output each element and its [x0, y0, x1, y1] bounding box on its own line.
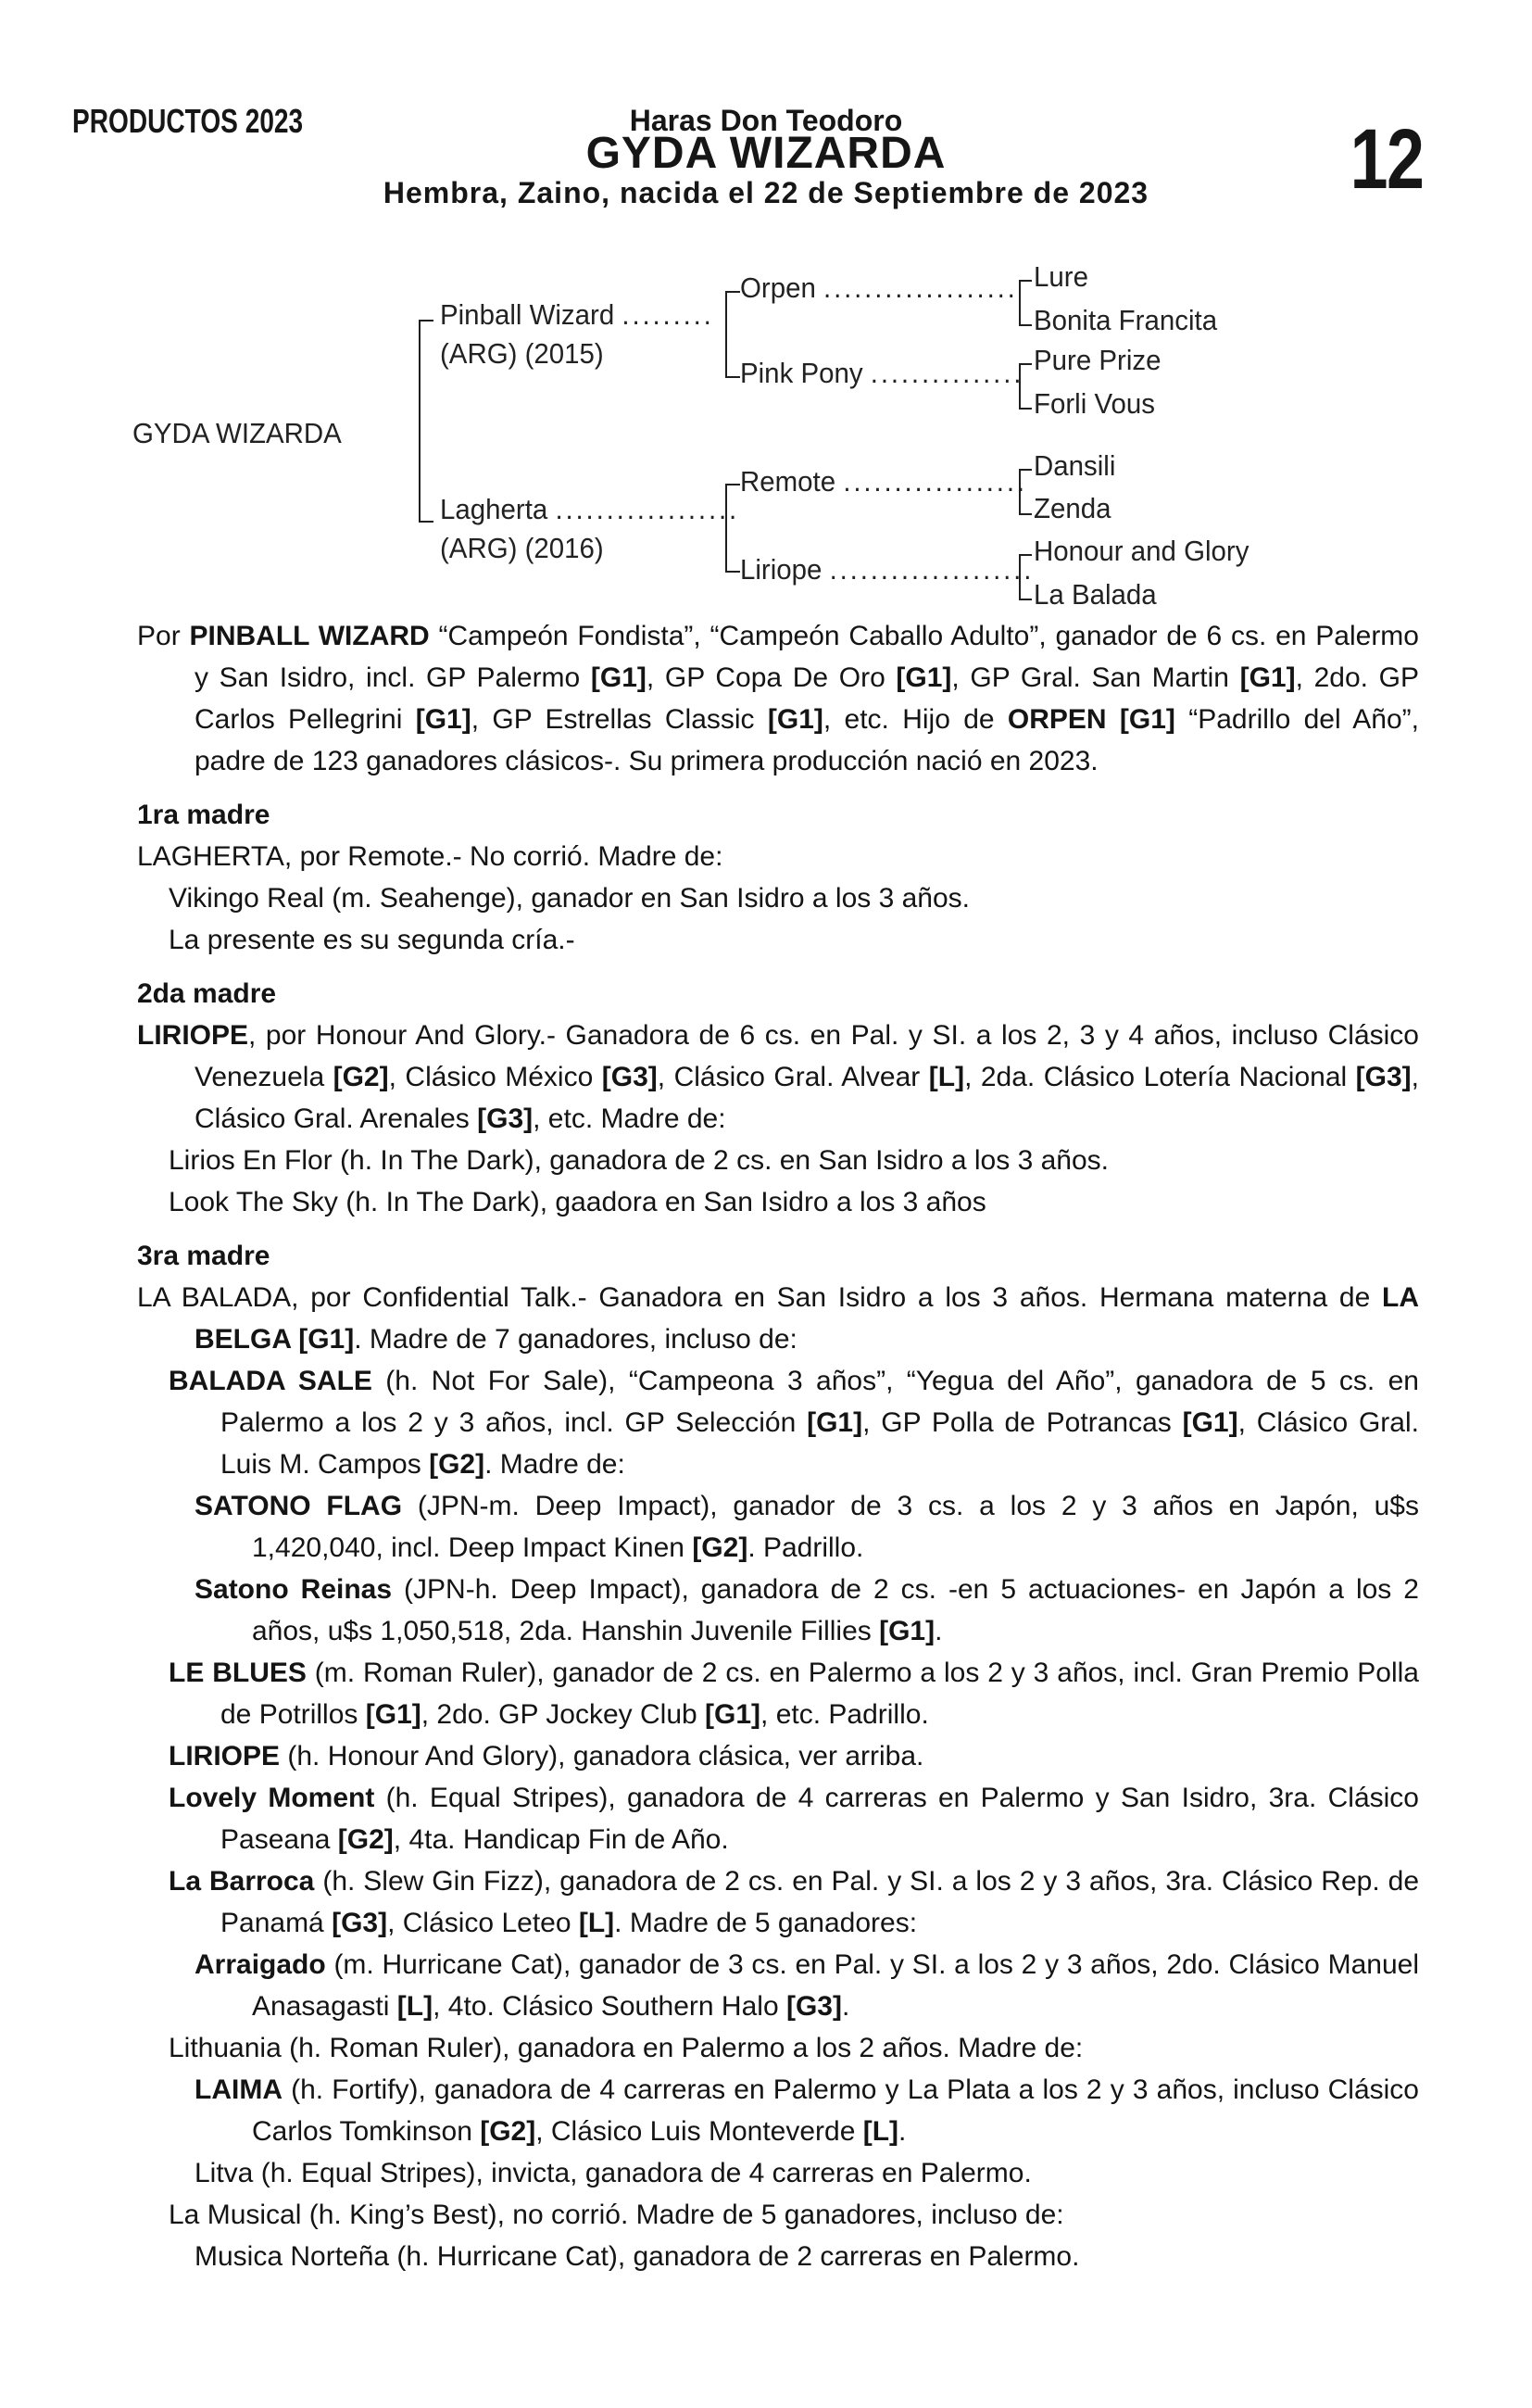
- bracket-sire-sire-parents: [1019, 280, 1032, 326]
- note-paragraph: SATONO FLAG (JPN-m. Deep Impact), ganador de 3 cs. a los 2 y 3 años en Japón, u$s 1,420,040, incl. Deep Impact Kinen [G2]. Padrillo.: [195, 1491, 1419, 1563]
- horse-name-title: GYDA WIZARDA: [585, 129, 947, 178]
- dam-dam-sire-name: Honour and Glory: [1034, 535, 1249, 567]
- bracket-dam-sire-parents: [1019, 469, 1032, 515]
- sire-dam-name: Pink Pony: [740, 357, 863, 389]
- horse-description-subtitle: Hembra, Zaino, nacida el 22 de Septiembre de 2023: [383, 176, 1149, 209]
- note-paragraph: Arraigado (m. Hurricane Cat), ganador de 3 cs. en Pal. y SI. a los 2 y 3 años, 2do. Clásico Manuel Anasagasti [L], 4to. Clásico Southern Halo [G3].: [195, 1949, 1419, 2022]
- dam-sire-dam-name: Zenda: [1034, 492, 1111, 524]
- pedigree-sire-dam: [740, 357, 1023, 390]
- note-paragraph: LA BALADA, por Confidential Talk.- Ganadora en San Isidro a los 3 años. Hermana materna de LA BELGA [G1]. Madre de 7 ganadores, incluso de:: [137, 1282, 1419, 1355]
- dam-name: Lagherta: [440, 493, 548, 525]
- note-paragraph: LIRIOPE (h. Honour And Glory), ganadora clásica, ver arriba.: [169, 1741, 924, 1771]
- note-paragraph: LAGHERTA, por Remote.- No corrió. Madre de:: [137, 841, 723, 872]
- bracket-dam-parents: [725, 484, 740, 573]
- note-paragraph: Litva (h. Equal Stripes), invicta, ganadora de 4 carreras en Palermo.: [195, 2158, 1032, 2188]
- dam-sire-name: Remote: [740, 465, 836, 498]
- dam-dam-name: Liriope: [740, 553, 823, 586]
- pedigree-sire-sire: [740, 271, 1018, 305]
- leader-dots: .........: [622, 298, 714, 331]
- bracket-sire-dam-parents: [1019, 363, 1032, 410]
- section-heading: 1ra madre: [137, 800, 270, 830]
- note-paragraph: La presente es su segunda cría.-: [169, 925, 575, 955]
- note-paragraph: La Musical (h. King’s Best), no corrió. Madre de 5 ganadores, incluso de:: [169, 2200, 1064, 2230]
- sire-sire-dam-name: Bonita Francita: [1034, 304, 1218, 336]
- pedigree-dam: [440, 493, 739, 526]
- section-heading: 3ra madre: [137, 1241, 270, 1271]
- stud-farm-name: Haras Don Teodoro: [629, 104, 903, 137]
- note-paragraph: Satono Reinas (JPN-h. Deep Impact), ganadora de 2 cs. -en 5 actuaciones- en Japón a los 2 años, u$s 1,050,518, 2da. Hanshin Juvenile Fillies [G1].: [195, 1574, 1419, 1646]
- note-paragraph: LE BLUES (m. Roman Ruler), ganador de 2 cs. en Palermo a los 2 y 3 años, incl. Gran Premio Polla de Potrillos [G1], 2do. GP Jockey Club [G1], etc. Padrillo.: [169, 1658, 1419, 1730]
- bracket-sire-parents: [725, 291, 740, 378]
- section-heading: 2da madre: [137, 978, 277, 1009]
- sire-origin: (ARG) (2015): [440, 337, 604, 370]
- note-paragraph: LAIMA (h. Fortify), ganadora de 4 carreras en Palermo y La Plata a los 2 y 3 años, incluso Clásico Carlos Tomkinson [G2], Clásico Luis Monteverde [L].: [195, 2074, 1419, 2147]
- dam-sire-sire-name: Dansili: [1034, 449, 1116, 482]
- note-paragraph: BALADA SALE (h. Not For Sale), “Campeona 3 años”, “Yegua del Año”, ganadora de 5 cs. en Palermo a los 2 y 3 años, incl. GP Selección [G1], GP Polla de Potrancas [G1], Clásico Gral. Luis M. Campos [G2]. Madre de:: [169, 1366, 1419, 1480]
- note-paragraph: Look The Sky (h. In The Dark), gaadora en San Isidro a los 3 años: [169, 1187, 986, 1217]
- sire-dam-sire-name: Pure Prize: [1034, 344, 1162, 376]
- page-number: 12: [1350, 112, 1423, 207]
- note-paragraph: Vikingo Real (m. Seahenge), ganador en San Isidro a los 3 años.: [169, 883, 970, 914]
- leader-dots: ...............: [870, 357, 1024, 389]
- note-paragraph: LIRIOPE, por Honour And Glory.- Ganadora de 6 cs. en Pal. y SI. a los 2, 3 y 4 años, incluso Clásico Venezuela [G2], Clásico México [G3], Clásico Gral. Alvear [L], 2da. Clásico Lotería Nacional [G3], Clásico Gral. Arenales [G3], etc. Madre de:: [137, 1020, 1419, 1134]
- sire-sire-sire-name: Lure: [1034, 260, 1088, 293]
- sire-dam-dam-name: Forli Vous: [1034, 387, 1155, 420]
- leader-dots: ..................: [555, 493, 740, 525]
- note-paragraph: Lirios En Flor (h. In The Dark), ganadora de 2 cs. en San Isidro a los 3 años.: [169, 1145, 1109, 1176]
- pedigree-dam-sire: [740, 465, 1027, 498]
- leader-dots: ....................: [829, 553, 1035, 586]
- catalog-edition-label: PRODUCTOS 2023: [72, 102, 304, 140]
- pedigree-dam-dam: [740, 553, 1034, 586]
- leader-dots: ...................: [823, 271, 1018, 304]
- note-paragraph: La Barroca (h. Slew Gin Fizz), ganadora de 2 cs. en Pal. y SI. a los 2 y 3 años, 3ra. Clásico Rep. de Panamá [G3], Clásico Leteo [L]. Madre de 5 ganadores:: [169, 1866, 1420, 1938]
- note-paragraph: Lithuania (h. Roman Ruler), ganadora en Palermo a los 2 años. Madre de:: [169, 2033, 1084, 2063]
- note-paragraph: Lovely Moment (h. Equal Stripes), ganadora de 4 carreras en Palermo y San Isidro, 3ra. Clásico Paseana [G2], 4ta. Handicap Fin de Año.: [169, 1783, 1419, 1855]
- sire-name: Pinball Wizard: [440, 298, 615, 331]
- leader-dots: ..................: [843, 465, 1027, 498]
- note-paragraph: Por PINBALL WIZARD “Campeón Fondista”, “Campeón Caballo Adulto”, ganador de 6 cs. en Palermo y San Isidro, incl. GP Palermo [G1], GP Copa De Oro [G1], GP Gral. San Martin [G1], 2do. GP Carlos Pellegrini [G1], GP Estrellas Classic [G1], etc. Hijo de ORPEN [G1] “Padrillo del Año”, padre de 123 ganadores clásicos-. Su primera producción nació en 2023.: [137, 621, 1419, 776]
- bracket-parents: [419, 320, 433, 523]
- pedigree-notes: [137, 615, 1419, 2277]
- pedigree-subject: GYDA WIZARDA: [132, 417, 342, 449]
- note-paragraph: Musica Norteña (h. Hurricane Cat), ganadora de 2 carreras en Palermo.: [195, 2241, 1080, 2272]
- sire-sire-name: Orpen: [740, 271, 816, 304]
- pedigree-sire: [440, 298, 714, 332]
- bracket-dam-dam-parents: [1019, 554, 1032, 600]
- dam-origin: (ARG) (2016): [440, 532, 604, 564]
- dam-dam-dam-name: La Balada: [1034, 578, 1157, 611]
